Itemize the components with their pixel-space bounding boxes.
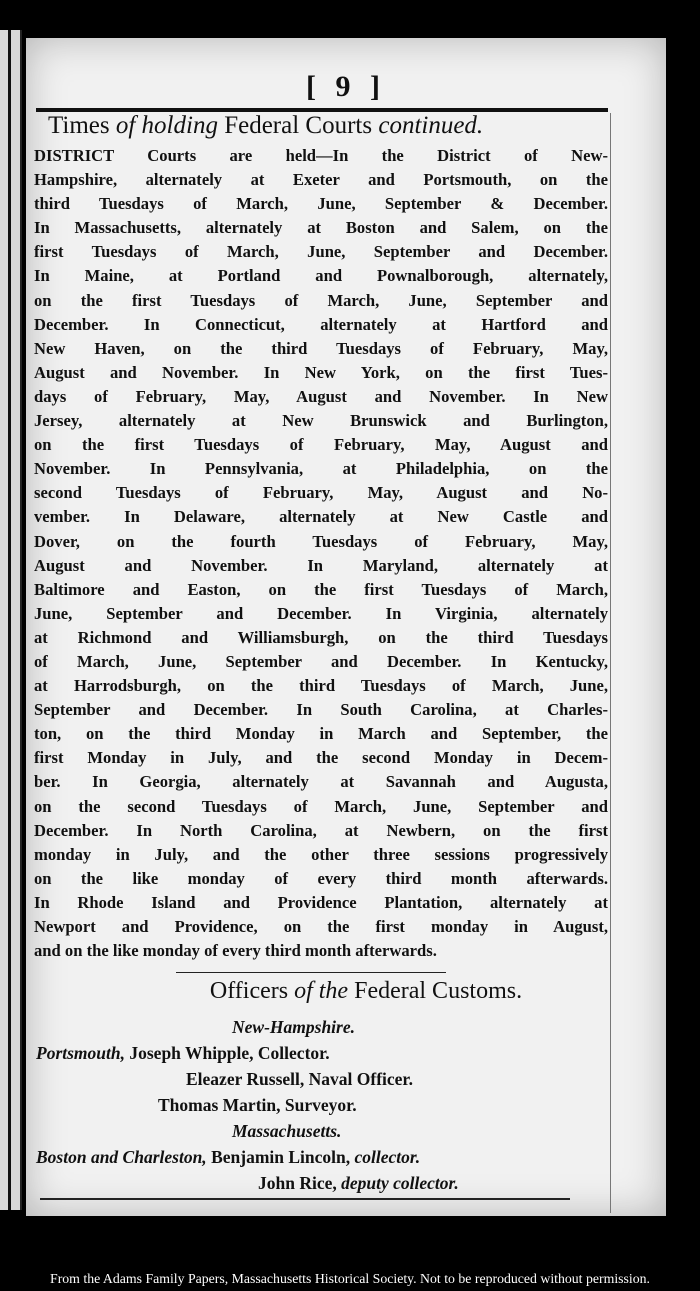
text-line: at Richmond and Williamsburgh, on the third Tuesdays — [34, 627, 608, 647]
running-head-text: Times — [48, 112, 116, 139]
text-line: ber. In Georgia, alternately at Savannah and Augusta, — [34, 772, 608, 792]
port-name: Boston and Charleston, — [36, 1147, 207, 1167]
customs-heading-text: Officers — [209, 978, 295, 1004]
copyright-credit: From the Adams Family Papers, Massachusetts Historical Society. Not to be reproduced without permission. — [50, 1271, 650, 1286]
document-page — [26, 38, 666, 1216]
text-line: In Rhode Island and Providence Plantation, alternately at — [34, 892, 608, 912]
text-line: Newport and Providence, on the first monday in August, — [34, 917, 608, 936]
text-line: June, September and December. In Virginia, alternately — [34, 603, 608, 623]
officer-entry — [36, 1144, 606, 1170]
text-line: In Maine, at Portland and Pownalborough, alternately, — [34, 266, 608, 286]
text-line: September and December. In South Carolina, at Charles- — [34, 700, 608, 720]
officer-title: collector. — [354, 1147, 421, 1167]
text-line: on the first Tuesdays of February, May, August and — [34, 435, 608, 455]
text-line: on the like monday of every third month afterwards. — [34, 868, 608, 888]
text-line: December. In North Carolina, at Newbern, on the first — [34, 820, 608, 840]
running-head-continued: continued. — [378, 112, 484, 139]
officer-entry — [36, 1066, 606, 1092]
officer-name: Eleazer Russell, Naval Officer. — [186, 1069, 413, 1089]
text-line: Dover, on the fourth Tuesdays of February, May, — [34, 531, 608, 551]
text-line: New Haven, on the third Tuesdays of February, May, — [34, 338, 608, 358]
text-line: second Tuesdays of February, May, August and No- — [34, 483, 608, 503]
text-line: November. In Pennsylvania, at Philadelphia, on the — [34, 459, 608, 479]
district-courts-paragraph — [34, 144, 608, 963]
running-head-italic: of holding — [115, 112, 218, 139]
state-heading-massachusetts — [36, 1118, 606, 1144]
section-divider — [176, 972, 446, 973]
text-line: days of February, May, August and November. In New — [34, 386, 608, 406]
officer-name: John Rice, — [258, 1173, 342, 1193]
page-number: [ 9 ] — [306, 70, 386, 103]
text-line: monday in July, and the other three sessions progressively — [34, 844, 608, 864]
customs-heading — [26, 978, 666, 1005]
text-line: December. In Connecticut, alternately at Hartford and — [34, 314, 608, 334]
right-margin-line — [610, 113, 611, 1213]
customs-heading-text-2: Federal Customs. — [348, 978, 523, 1004]
text-line: August and November. In New York, on the first Tues- — [34, 362, 608, 382]
text-line: Baltimore and Easton, on the first Tuesdays of March, — [34, 579, 608, 599]
text-line: of March, June, September and December. In Kentucky, — [34, 651, 608, 671]
text-line: In Massachusetts, alternately at Boston and Salem, on the — [34, 218, 608, 238]
binding-shadow — [8, 30, 11, 1210]
text-line: ton, on the third Monday in March and September, the — [34, 724, 608, 744]
officer-entry — [36, 1092, 606, 1118]
text-line: on the first Tuesdays of March, June, September and — [34, 290, 608, 310]
running-head-text-2: Federal Courts — [217, 112, 379, 139]
state-name: Massachusetts. — [232, 1121, 342, 1141]
bottom-rule — [40, 1198, 570, 1200]
officer-title: deputy collector. — [341, 1173, 459, 1193]
officer-name: Thomas Martin, Surveyor. — [158, 1095, 357, 1115]
facing-page-edge — [0, 30, 22, 1210]
officer-entry — [36, 1170, 606, 1196]
customs-officers-list — [36, 1014, 606, 1196]
text-line: Hampshire, alternately at Exeter and Portsmouth, on the — [34, 170, 608, 190]
text-line: August and November. In Maryland, alternately at — [34, 555, 608, 575]
officer-name: Joseph Whipple, Collector. — [125, 1043, 330, 1063]
text-line: third Tuesdays of March, June, September & December. — [34, 194, 608, 214]
officer-entry — [36, 1040, 606, 1066]
customs-heading-italic: of the — [294, 978, 349, 1004]
running-head — [48, 110, 608, 142]
officer-name: Benjamin Lincoln, — [206, 1147, 355, 1167]
state-name: New-Hampshire. — [232, 1017, 355, 1037]
port-name: Portsmouth, — [36, 1043, 125, 1063]
text-line: Jersey, alternately at New Brunswick and Burlington, — [34, 411, 608, 431]
text-line: DISTRICT Courts are held—In the District of New- — [34, 146, 608, 165]
state-heading-new-hampshire — [36, 1014, 606, 1040]
text-line: on the second Tuesdays of March, June, September and — [34, 796, 608, 816]
text-line: first Monday in July, and the second Monday in Decem- — [34, 748, 608, 768]
text-line: at Harrodsburgh, on the third Tuesdays of March, June, — [34, 676, 608, 696]
text-line: and on the like monday of every third month afterwards. — [34, 941, 437, 961]
text-line: first Tuesdays of March, June, September and December. — [34, 242, 608, 262]
text-line: vember. In Delaware, alternately at New Castle and — [34, 507, 608, 527]
